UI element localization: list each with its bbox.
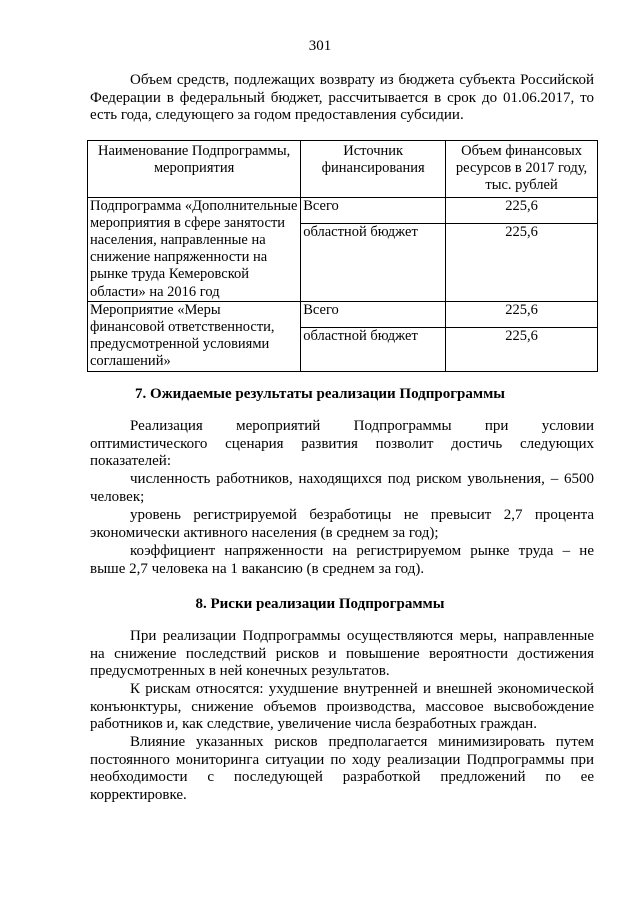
row-name-measure: Мероприятие «Меры финансовой ответственности, предусмотренной условиями соглашений» [88, 301, 301, 371]
section8-paragraph: При реализации Подпрограммы осуществляются меры, направленные на снижение последствий рисков и повышение вероятности достижения предусмотренных в ней конечных результатов. [90, 628, 594, 680]
header-source: Источник финансирования [301, 141, 446, 198]
page-number: 301 [308, 38, 332, 54]
row-name-subprogram: Подпрограмма «Дополнительные мероприятия в сфере занятости населения, направленные на снижение напряженности на рынке труда Кемеровской области» на 2016 год [88, 197, 301, 301]
header-name: Наименование Подпрограммы, мероприятия [88, 141, 301, 198]
section8-paragraph: К рискам относятся: ухудшение внутренней и внешней экономической конъюнктуры, снижение объемов производства, массовое высвобождение работников и, как следствие, увеличение числа безработных граждан. [90, 681, 594, 733]
row-amount: 225,6 [446, 197, 598, 223]
financing-table [87, 140, 598, 372]
section7-item: уровень регистрируемой безработицы не превысит 2,7 процента экономически активного населения (в среднем за год); [90, 507, 594, 541]
section7-title: 7. Ожидаемые результаты реализации Подпрограммы [134, 386, 506, 402]
table-row [88, 197, 598, 223]
table-header-row [88, 141, 598, 198]
row-source: областной бюджет [301, 327, 446, 371]
section7-item: численность работников, находящихся под риском увольнения, – 6500 человек; [90, 471, 594, 505]
section8-paragraph: Влияние указанных рисков предполагается минимизировать путем постоянного мониторинга ситуации по ходу реализации Подпрограммы при необходимости с последующей разработкой предложений по ее корректировке. [90, 734, 594, 803]
row-source: областной бюджет [301, 223, 446, 301]
intro-paragraph: Объем средств, подлежащих возврату из бюджета субъекта Российской Федерации в федеральный бюджет, рассчитывается в срок до 01.06.2017, то есть года, следующего за годом предоставления субсидии. [90, 72, 594, 124]
row-source: Всего [301, 197, 446, 223]
section7-intro: Реализация мероприятий Подпрограммы при условии оптимистического сценария развития позволит достичь следующих показателей: [90, 418, 594, 470]
section7-item: коэффициент напряженности на регистрируемом рынке труда – не выше 2,7 человека на 1 вакансию (в среднем за год). [90, 543, 594, 577]
table-row [88, 301, 598, 327]
row-amount: 225,6 [446, 301, 598, 327]
row-amount: 225,6 [446, 223, 598, 301]
row-amount: 225,6 [446, 327, 598, 371]
row-source: Всего [301, 301, 446, 327]
header-amount: Объем финансовых ресурсов в 2017 году, тыс. рублей [446, 141, 598, 198]
section8-title: 8. Риски реализации Подпрограммы [195, 596, 445, 612]
